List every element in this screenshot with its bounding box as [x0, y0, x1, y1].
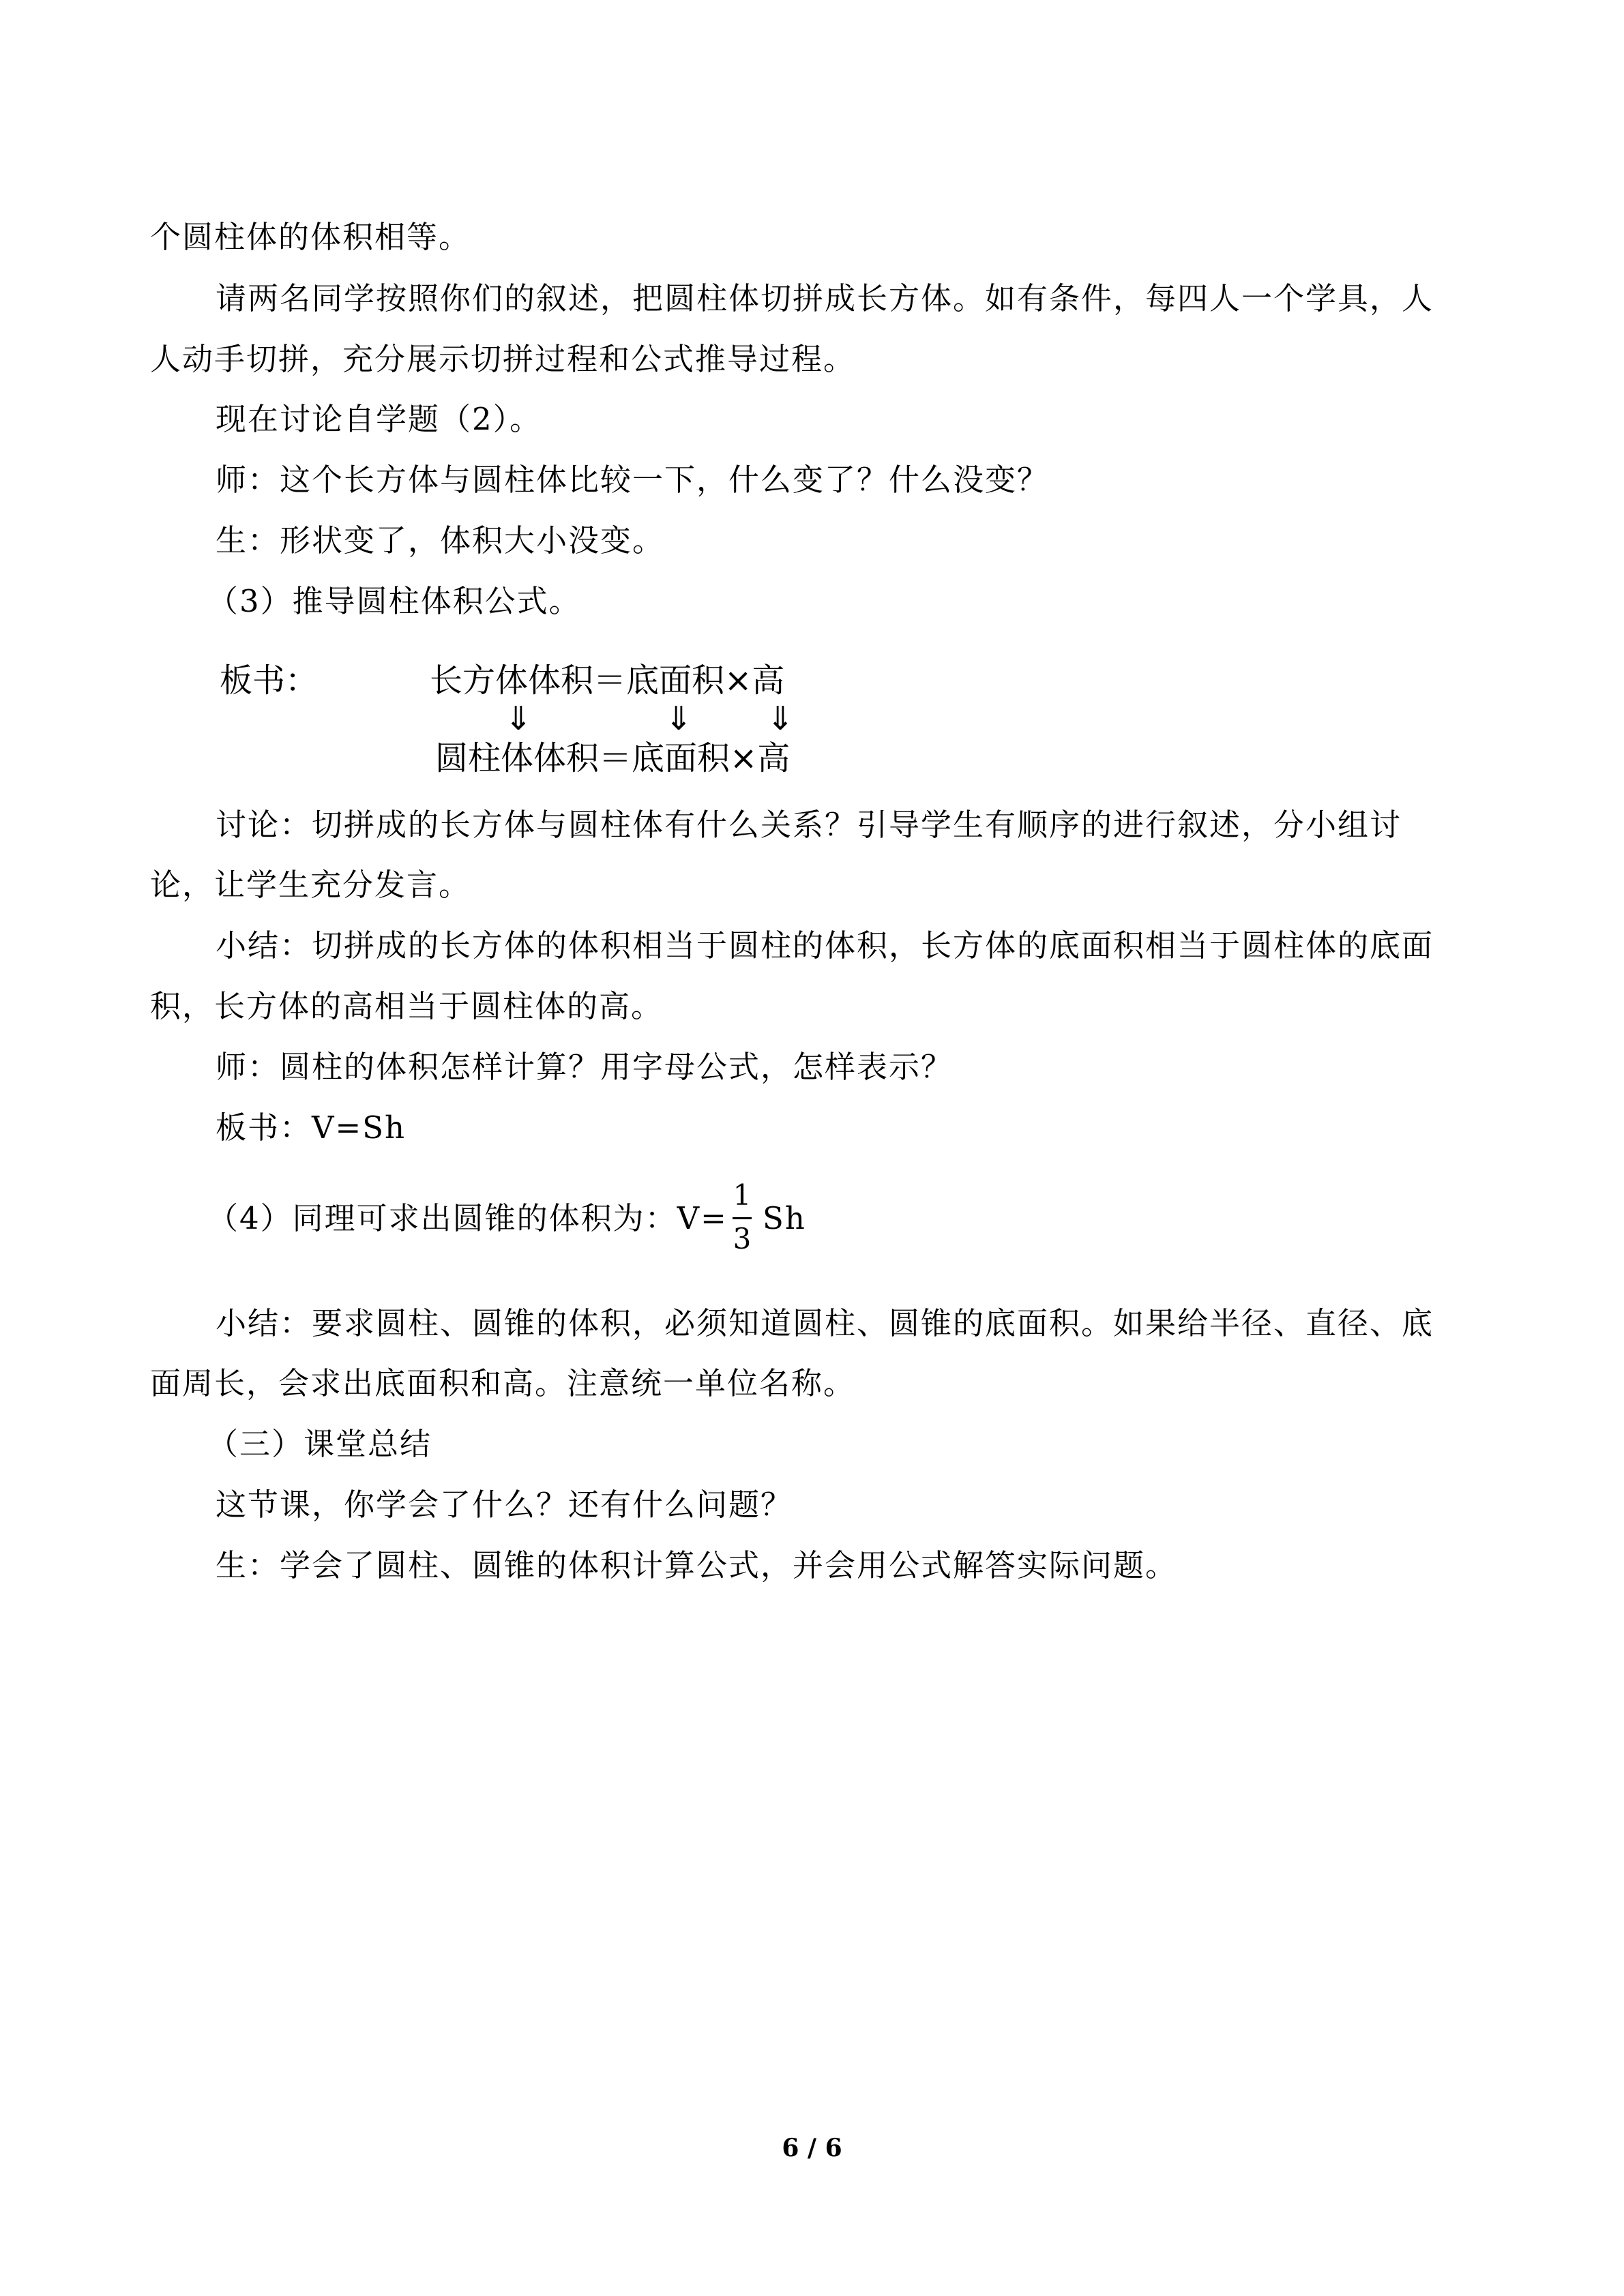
cone-formula-prefix: （4）同理可求出圆锥的体积为：V= — [207, 1200, 728, 1236]
board-row-cuboid: 长方体体积＝底面积×高 — [430, 661, 785, 700]
paragraph-line: 现在讨论自学题（2）。 — [216, 401, 542, 437]
paragraph-line: 个圆柱体的体积相等。 — [150, 219, 471, 255]
paragraph-line: 生：形状变了，体积大小没变。 — [216, 522, 665, 558]
fraction-numerator: 1 — [733, 1178, 752, 1212]
board-label: 板书： — [220, 661, 319, 700]
paragraph-line: 积，长方体的高相当于圆柱体的高。 — [150, 988, 664, 1024]
down-arrow-icon: ⇓ — [665, 700, 693, 738]
fraction-bar — [733, 1217, 752, 1219]
down-arrow-icon: ⇓ — [767, 700, 795, 738]
paragraph-line: 讨论：切拼成的长方体与圆柱体有什么关系？引导学生有顺序的进行叙述，分小组讨 — [216, 807, 1402, 843]
paragraph-line: 生：学会了圆柱、圆锥的体积计算公式，并会用公式解答实际问题。 — [216, 1547, 1178, 1583]
paragraph-line: 论，让学生充分发言。 — [150, 867, 471, 903]
board-row-cylinder: 圆柱体体积＝底面积×高 — [435, 739, 791, 777]
page-number: 6 / 6 — [782, 2134, 842, 2162]
paragraph-line: （3）推导圆柱体积公式。 — [207, 583, 581, 619]
paragraph-line: 面周长，会求出底面积和高。注意统一单位名称。 — [150, 1365, 856, 1401]
paragraph-line: 小结：要求圆柱、圆锥的体积，必须知道圆柱、圆锥的底面积。如果给半径、直径、底 — [216, 1305, 1434, 1341]
paragraph-line: 请两名同学按照你们的叙述，把圆柱体切拼成长方体。如有条件，每四人一个学具，人 — [216, 280, 1434, 316]
paragraph-line: 小结：切拼成的长方体的体积相当于圆柱的体积，长方体的底面积相当于圆柱体的底面 — [216, 927, 1434, 964]
cone-formula-suffix: Sh — [763, 1200, 806, 1236]
section-heading: （三）课堂总结 — [207, 1426, 432, 1462]
down-arrow-icon: ⇓ — [505, 700, 533, 738]
paragraph-line: 师：这个长方体与圆柱体比较一下，什么变了？什么没变？ — [216, 462, 1050, 498]
fraction-one-third — [730, 1178, 754, 1260]
paragraph-line: 师：圆柱的体积怎样计算？用字母公式，怎样表示？ — [216, 1049, 954, 1085]
paragraph-line: 板书：V=Sh — [216, 1109, 407, 1146]
fraction-denominator: 3 — [733, 1222, 752, 1255]
paragraph-line: 人动手切拼，充分展示切拼过程和公式推导过程。 — [150, 341, 856, 377]
paragraph-line: 这节课，你学会了什么？还有什么问题？ — [216, 1487, 793, 1523]
